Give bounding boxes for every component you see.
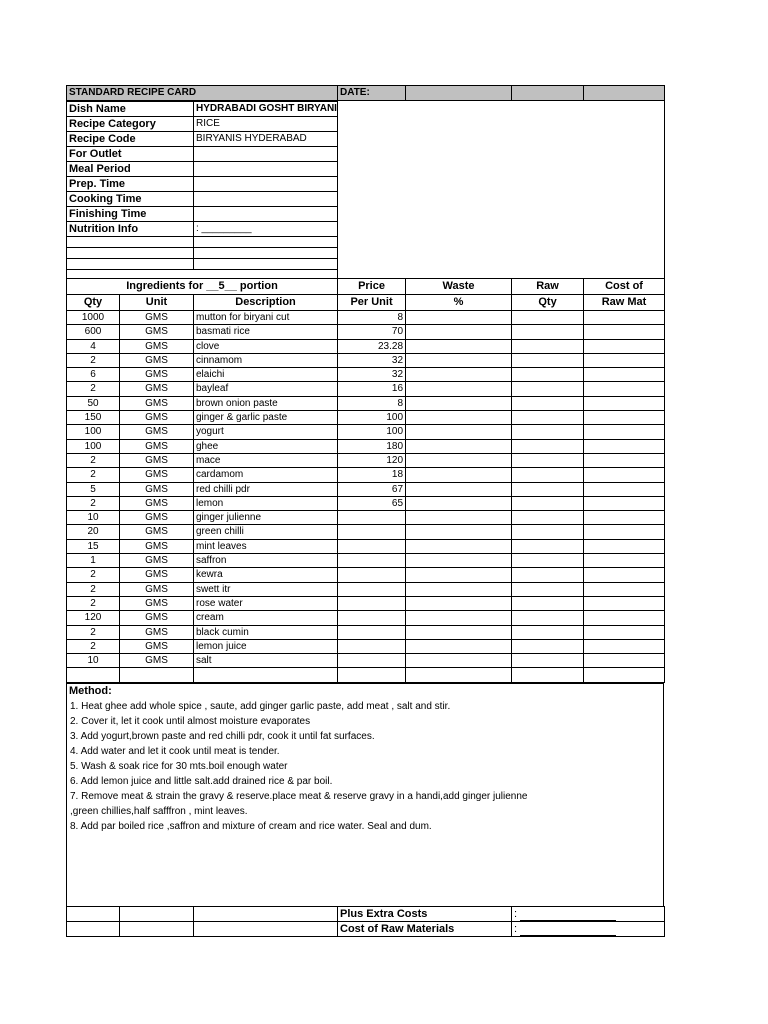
ingredient-unit[interactable]: GMS [120, 596, 194, 610]
ingredient-description[interactable]: ghee [194, 439, 338, 453]
info-value[interactable]: BIRYANIS HYDERABAD [194, 132, 338, 147]
ingredient-qty[interactable]: 2 [67, 568, 120, 582]
ingredient-waste[interactable] [406, 439, 512, 453]
ingredient-description[interactable]: brown onion paste [194, 396, 338, 410]
ingredient-price[interactable]: 8 [338, 311, 406, 325]
ingredient-raw-qty[interactable] [512, 453, 584, 467]
ingredient-raw-qty[interactable] [512, 525, 584, 539]
ingredient-waste[interactable] [406, 339, 512, 353]
ingredient-raw-qty[interactable] [512, 439, 584, 453]
ingredient-description[interactable]: swett itr [194, 582, 338, 596]
method-step: 6. Add lemon juice and little salt.add drained rice & par boil. [70, 775, 333, 787]
ingredient-row [67, 596, 665, 610]
per-unit-header: Per Unit [338, 295, 406, 311]
info-label: Prep. Time [67, 177, 194, 192]
ingredient-cost[interactable] [584, 611, 665, 625]
method-step: 5. Wash & soak rice for 30 mts.boil enough water [70, 760, 288, 772]
ingredient-waste[interactable] [406, 382, 512, 396]
price-header: Price [338, 279, 406, 295]
ingredient-row [67, 654, 665, 668]
ingredient-row [67, 539, 665, 553]
ingredient-price[interactable] [338, 511, 406, 525]
ingredient-waste[interactable] [406, 525, 512, 539]
ingredient-description[interactable]: lemon [194, 496, 338, 510]
ingredient-raw-qty[interactable] [512, 611, 584, 625]
info-value[interactable]: HYDRABADI GOSHT BIRYANI [194, 102, 338, 117]
ingredient-qty[interactable]: 20 [67, 525, 120, 539]
ingredient-raw-qty[interactable] [512, 568, 584, 582]
ingredient-description[interactable]: lemon juice [194, 639, 338, 653]
ingredient-row [67, 625, 665, 639]
ingredient-cost[interactable] [584, 339, 665, 353]
ingredient-waste[interactable] [406, 639, 512, 653]
ingredient-row [67, 525, 665, 539]
ingredient-description[interactable]: red chilli pdr [194, 482, 338, 496]
ingredient-unit[interactable]: GMS [120, 396, 194, 410]
info-row [67, 177, 338, 192]
ingredient-raw-qty[interactable] [512, 554, 584, 568]
ingredient-unit[interactable]: GMS [120, 453, 194, 467]
raw-mat-header: Raw Mat [584, 295, 665, 311]
info-table [66, 101, 338, 270]
ingredient-qty[interactable]: 10 [67, 654, 120, 668]
ingredient-unit[interactable]: GMS [120, 311, 194, 325]
ingredient-price[interactable]: 70 [338, 325, 406, 339]
ingredient-unit[interactable]: GMS [120, 582, 194, 596]
ingredient-waste[interactable] [406, 353, 512, 367]
ingredient-qty[interactable]: 150 [67, 411, 120, 425]
ingredient-cost[interactable] [584, 396, 665, 410]
ingredient-row [67, 368, 665, 382]
ingredient-qty[interactable]: 600 [67, 325, 120, 339]
info-label: Finishing Time [67, 207, 194, 222]
ingredient-price[interactable]: 100 [338, 425, 406, 439]
ingredient-qty[interactable]: 2 [67, 625, 120, 639]
ingredient-unit[interactable]: GMS [120, 325, 194, 339]
ingredient-price[interactable]: 23.28 [338, 339, 406, 353]
blank-info-row [67, 237, 338, 248]
raw-header: Raw [512, 279, 584, 295]
ingredient-description[interactable]: clove [194, 339, 338, 353]
ingredient-cost[interactable] [584, 554, 665, 568]
method-step: 3. Add yogurt,brown paste and red chilli pdr, cook it until fat surfaces. [70, 730, 375, 742]
ingredient-price[interactable] [338, 525, 406, 539]
method-section [66, 683, 664, 906]
info-row [67, 147, 338, 162]
ingredient-waste[interactable] [406, 539, 512, 553]
ingredient-raw-qty[interactable] [512, 639, 584, 653]
card-title: STANDARD RECIPE CARD [67, 86, 338, 101]
ingredient-qty[interactable]: 15 [67, 539, 120, 553]
ingredient-unit[interactable]: GMS [120, 425, 194, 439]
method-step: 2. Cover it, let it cook until almost moisture evaporates [70, 715, 311, 727]
ingredient-unit[interactable]: GMS [120, 368, 194, 382]
ingredient-price[interactable] [338, 611, 406, 625]
ingredient-waste[interactable] [406, 568, 512, 582]
ingredient-raw-qty[interactable] [512, 625, 584, 639]
totals-value[interactable]: : [512, 921, 665, 936]
totals-label: Plus Extra Costs [338, 906, 512, 921]
ingredient-price[interactable] [338, 625, 406, 639]
ingredient-price[interactable] [338, 582, 406, 596]
ingredient-qty[interactable]: 10 [67, 511, 120, 525]
ingredient-row [67, 611, 665, 625]
ingredient-row [67, 382, 665, 396]
ingredient-price[interactable]: 120 [338, 453, 406, 467]
ingredient-unit[interactable]: GMS [120, 382, 194, 396]
ingredient-description[interactable]: cardamom [194, 468, 338, 482]
ingredient-qty[interactable]: 100 [67, 425, 120, 439]
ingredient-raw-qty[interactable] [512, 496, 584, 510]
ingredient-row [67, 482, 665, 496]
ingredient-row [67, 325, 665, 339]
ingredient-description[interactable]: yogurt [194, 425, 338, 439]
description-header: Description [194, 295, 338, 311]
ingredient-price[interactable]: 8 [338, 396, 406, 410]
ingredient-raw-qty[interactable] [512, 511, 584, 525]
ingredient-unit[interactable]: GMS [120, 468, 194, 482]
ingredient-qty[interactable]: 2 [67, 468, 120, 482]
ingredient-waste[interactable] [406, 453, 512, 467]
method-title: Method: [69, 684, 112, 697]
unit-header: Unit [120, 295, 194, 311]
raw-qty-header: Qty [512, 295, 584, 311]
ingredient-unit[interactable]: GMS [120, 568, 194, 582]
ingredient-description[interactable]: basmati rice [194, 325, 338, 339]
ingredient-description[interactable]: ginger & garlic paste [194, 411, 338, 425]
ingredient-row [67, 511, 665, 525]
ingredient-qty[interactable]: 120 [67, 611, 120, 625]
info-row [67, 222, 338, 237]
ingredient-cost[interactable] [584, 568, 665, 582]
info-label: Recipe Category [67, 117, 194, 132]
ingredient-raw-qty[interactable] [512, 539, 584, 553]
ingredient-price[interactable]: 67 [338, 482, 406, 496]
ingredient-description[interactable]: salt [194, 654, 338, 668]
ingredient-unit[interactable]: GMS [120, 625, 194, 639]
ingredient-cost[interactable] [584, 439, 665, 453]
ingredient-description[interactable]: kewra [194, 568, 338, 582]
ingredient-qty[interactable]: 6 [67, 368, 120, 382]
ingredient-cost[interactable] [584, 539, 665, 553]
ingredient-unit[interactable]: GMS [120, 353, 194, 367]
ingredient-qty[interactable]: 5 [67, 482, 120, 496]
ingredient-unit[interactable]: GMS [120, 525, 194, 539]
ingredient-description[interactable]: rose water [194, 596, 338, 610]
info-label: Nutrition Info [67, 222, 194, 237]
ingredient-raw-qty[interactable] [512, 596, 584, 610]
ingredient-waste[interactable] [406, 654, 512, 668]
ingredient-description[interactable]: saffron [194, 554, 338, 568]
ingredient-unit[interactable]: GMS [120, 554, 194, 568]
ingredient-raw-qty[interactable] [512, 482, 584, 496]
ingredient-cost[interactable] [584, 325, 665, 339]
ingredient-waste[interactable] [406, 396, 512, 410]
ingredient-price[interactable]: 16 [338, 382, 406, 396]
ingredient-waste[interactable] [406, 325, 512, 339]
cost-header: Cost of [584, 279, 665, 295]
ingredient-qty[interactable]: 1 [67, 554, 120, 568]
info-value[interactable] [194, 177, 338, 192]
info-block [66, 101, 664, 278]
method-step: 8. Add par boiled rice ,saffron and mixture of cream and rice water. Seal and dum. [70, 820, 432, 832]
ingredient-cost[interactable] [584, 496, 665, 510]
info-value[interactable] [194, 192, 338, 207]
ingredient-price[interactable]: 32 [338, 368, 406, 382]
ingredient-cost[interactable] [584, 468, 665, 482]
waste-header: Waste [406, 279, 512, 295]
ingredient-cost[interactable] [584, 654, 665, 668]
ingredient-raw-qty[interactable] [512, 311, 584, 325]
ingredient-qty[interactable]: 50 [67, 396, 120, 410]
ingredient-waste[interactable] [406, 554, 512, 568]
ingredient-description[interactable]: elaichi [194, 368, 338, 382]
ingredient-unit[interactable]: GMS [120, 654, 194, 668]
totals-label: Cost of Raw Materials [338, 921, 512, 936]
ingredient-waste[interactable] [406, 468, 512, 482]
ingredient-qty[interactable]: 4 [67, 339, 120, 353]
info-label: Recipe Code [67, 132, 194, 147]
ingredient-description[interactable]: mace [194, 453, 338, 467]
ingredient-unit[interactable]: GMS [120, 496, 194, 510]
info-value[interactable] [194, 162, 338, 177]
info-row [67, 192, 338, 207]
ingredient-cost[interactable] [584, 525, 665, 539]
ingredient-raw-qty[interactable] [512, 425, 584, 439]
ingredient-unit[interactable]: GMS [120, 611, 194, 625]
ingredient-row [67, 582, 665, 596]
ingredient-waste[interactable] [406, 596, 512, 610]
ingredient-unit[interactable]: GMS [120, 539, 194, 553]
ingredient-description[interactable]: mint leaves [194, 539, 338, 553]
ingredient-cost[interactable] [584, 511, 665, 525]
recipe-card [66, 85, 664, 937]
ingredient-unit[interactable]: GMS [120, 339, 194, 353]
ingredient-row [67, 568, 665, 582]
totals-value[interactable]: : [512, 906, 665, 921]
ingredient-row [67, 353, 665, 367]
ingredient-qty[interactable]: 2 [67, 582, 120, 596]
ingredient-cost[interactable] [584, 353, 665, 367]
info-row [67, 132, 338, 147]
info-value[interactable]: : _________ [194, 222, 338, 237]
ingredient-unit[interactable]: GMS [120, 439, 194, 453]
ingredient-description[interactable]: cream [194, 611, 338, 625]
ingredient-price[interactable] [338, 639, 406, 653]
ingredient-description[interactable]: ginger julienne [194, 511, 338, 525]
ingredient-price[interactable] [338, 539, 406, 553]
header-row [66, 85, 665, 101]
ingredient-waste[interactable] [406, 582, 512, 596]
ingredient-waste[interactable] [406, 611, 512, 625]
ingredient-waste[interactable] [406, 482, 512, 496]
date-label: DATE: [338, 86, 406, 101]
ingredient-waste[interactable] [406, 311, 512, 325]
info-row [67, 162, 338, 177]
ingredient-cost[interactable] [584, 625, 665, 639]
info-row [67, 207, 338, 222]
ingredient-waste[interactable] [406, 625, 512, 639]
ingredient-unit[interactable]: GMS [120, 482, 194, 496]
ingredient-qty[interactable]: 2 [67, 382, 120, 396]
totals-table [66, 906, 665, 937]
ingredient-description[interactable]: black cumin [194, 625, 338, 639]
info-row [67, 117, 338, 132]
method-step: 4. Add water and let it cook until meat is tender. [70, 745, 280, 757]
ingredient-waste[interactable] [406, 496, 512, 510]
ingredient-qty[interactable]: 2 [67, 596, 120, 610]
ingredient-raw-qty[interactable] [512, 382, 584, 396]
ingredient-waste[interactable] [406, 511, 512, 525]
ingredient-raw-qty[interactable] [512, 582, 584, 596]
ingredient-row [67, 339, 665, 353]
ingredient-description[interactable]: mutton for biryani cut [194, 311, 338, 325]
ingredient-qty[interactable]: 100 [67, 439, 120, 453]
ingredient-qty[interactable]: 1000 [67, 311, 120, 325]
ingredient-raw-qty[interactable] [512, 468, 584, 482]
ingredient-cost[interactable] [584, 582, 665, 596]
ingredients-for-label: Ingredients for __5__ portion [67, 279, 338, 295]
ingredient-raw-qty[interactable] [512, 339, 584, 353]
ingredient-unit[interactable]: GMS [120, 639, 194, 653]
ingredient-qty[interactable]: 2 [67, 353, 120, 367]
ingredient-cost[interactable] [584, 596, 665, 610]
waste-pct-header: % [406, 295, 512, 311]
method-step: ,green chillies,half safffron , mint leaves. [70, 805, 248, 817]
ingredient-cost[interactable] [584, 453, 665, 467]
ingredient-price[interactable] [338, 568, 406, 582]
method-step: 7. Remove meat & strain the gravy & reserve.place meat & reserve gravy in a handi,add ginger julienne [70, 790, 528, 802]
ingredient-row [67, 411, 665, 425]
ingredient-waste[interactable] [406, 368, 512, 382]
ingredient-description[interactable]: green chilli [194, 525, 338, 539]
info-label: Meal Period [67, 162, 194, 177]
info-row [67, 102, 338, 117]
totals-row [67, 906, 665, 921]
ingredient-cost[interactable] [584, 639, 665, 653]
totals-row [67, 921, 665, 936]
ingredient-waste[interactable] [406, 411, 512, 425]
ingredient-price[interactable]: 100 [338, 411, 406, 425]
ingredient-description[interactable]: cinnamom [194, 353, 338, 367]
date-value[interactable] [406, 86, 512, 101]
ingredient-price[interactable]: 65 [338, 496, 406, 510]
ingredients-table [66, 278, 665, 683]
method-step: 1. Heat ghee add whole spice , saute, add ginger garlic paste, add meat , salt and stir. [70, 700, 451, 712]
ingredient-price[interactable] [338, 596, 406, 610]
blank-info-row [67, 259, 338, 270]
ingredient-row [67, 554, 665, 568]
ingredient-waste[interactable] [406, 425, 512, 439]
info-value[interactable] [194, 207, 338, 222]
info-label: For Outlet [67, 147, 194, 162]
ingredient-raw-qty[interactable] [512, 368, 584, 382]
ingredient-raw-qty[interactable] [512, 353, 584, 367]
ingredient-raw-qty[interactable] [512, 654, 584, 668]
ingredient-row [67, 496, 665, 510]
qty-header: Qty [67, 295, 120, 311]
ingredient-unit[interactable]: GMS [120, 511, 194, 525]
info-label: Dish Name [67, 102, 194, 117]
ingredient-row [67, 311, 665, 325]
ingredient-row [67, 425, 665, 439]
ingredient-cost[interactable] [584, 411, 665, 425]
ingredient-cost[interactable] [584, 368, 665, 382]
ingredient-unit[interactable]: GMS [120, 411, 194, 425]
ingredient-raw-qty[interactable] [512, 411, 584, 425]
ingredient-price[interactable]: 32 [338, 353, 406, 367]
ingredient-row [67, 396, 665, 410]
ingredient-row [67, 468, 665, 482]
ingredient-raw-qty[interactable] [512, 325, 584, 339]
ingredient-description[interactable]: bayleaf [194, 382, 338, 396]
info-value[interactable]: RICE [194, 117, 338, 132]
ingredient-qty[interactable]: 2 [67, 639, 120, 653]
ingredient-price[interactable] [338, 554, 406, 568]
ingredient-cost[interactable] [584, 482, 665, 496]
ingredient-cost[interactable] [584, 382, 665, 396]
ingredient-raw-qty[interactable] [512, 396, 584, 410]
info-label: Cooking Time [67, 192, 194, 207]
ingredient-price[interactable]: 180 [338, 439, 406, 453]
ingredient-qty[interactable]: 2 [67, 453, 120, 467]
ingredient-row [67, 439, 665, 453]
ingredient-row [67, 453, 665, 467]
ingredient-row [67, 639, 665, 653]
info-value[interactable] [194, 147, 338, 162]
ingredient-price[interactable] [338, 654, 406, 668]
ingredient-cost[interactable] [584, 311, 665, 325]
ingredient-price[interactable]: 18 [338, 468, 406, 482]
ingredient-cost[interactable] [584, 425, 665, 439]
ingredient-qty[interactable]: 2 [67, 496, 120, 510]
blank-info-row [67, 248, 338, 259]
